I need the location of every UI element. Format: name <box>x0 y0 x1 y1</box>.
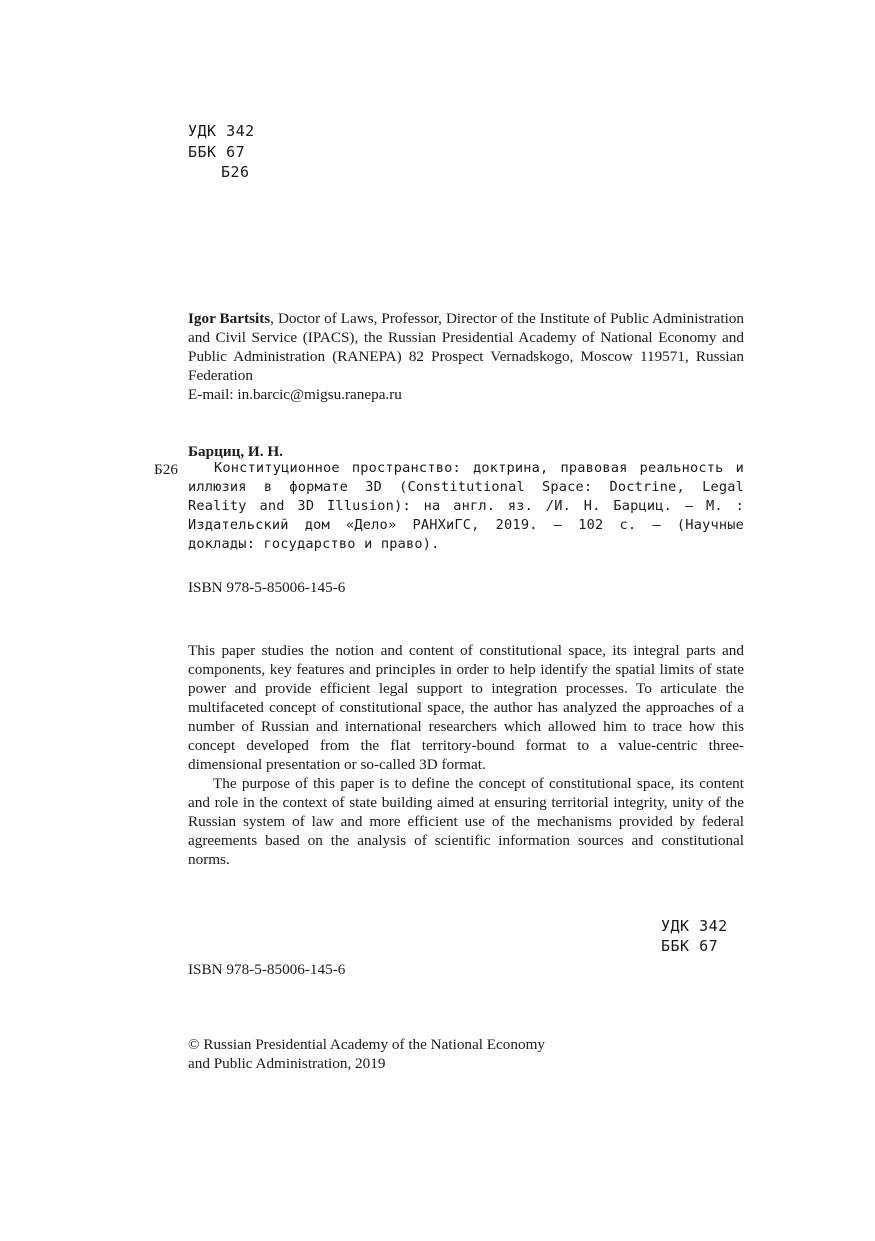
author-email: E-mail: in.barcic@migsu.ranepa.ru <box>188 386 402 403</box>
bbk-code-footer: ББК 67 <box>661 937 719 955</box>
author-credentials: , Doctor of Laws, Professor, Director of the Institute of Public Administration and Civil Service (IPACS), the Russian Presidential Academy of National Economy and Public Administration (RANEPA) 82 Prospect Vernadskogo, Moscow 119571, Russian Federation <box>188 310 744 384</box>
catalog-record-author: Барциц, И. Н. <box>188 443 283 460</box>
catalog-record-code: Б26 <box>154 461 178 478</box>
author-mark: Б26 <box>221 163 250 181</box>
udk-code: УДК 342 <box>188 122 255 140</box>
copyright-line-1: © Russian Presidential Academy of the National Economy <box>188 1036 545 1053</box>
copyright-line-2: and Public Administration, 2019 <box>188 1055 386 1072</box>
abstract-paragraph-1: This paper studies the notion and content of constitutional space, its integral parts and components, key features and principles in order to help identify the spatial limits of state power and provide efficient legal support to integration processes. To articulate the multifaceted concept of constitutional space, the author has analyzed the approaches of a number of Russian and international researchers which allowed him to trace how this concept developed from the flat territory-bound format to a value-centric three-dimensional presentation or so-called 3D format. <box>188 642 744 773</box>
catalog-record-text: Конституционное пространство: доктрина, правовая реальность и иллюзия в формате 3D (Constitutional Space: Doctrine, Legal Reality and 3D Illusion): на англ. яз. /И. Н. Барциц. — М. : Издательский дом «Дело» РАНХиГС, 2019. — 102 с. — (Научные доклады: государство и право). <box>188 460 744 552</box>
bbk-code: ББК 67 <box>188 142 246 161</box>
classification-footer <box>661 916 728 956</box>
abstract-paragraph-2: The purpose of this paper is to define the concept of constitutional space, its content and role in the context of state building aimed at ensuring territorial integrity, unity of the Russian system of law and more efficient use of the mechanisms provided by federal agreements based on the analysis of scientific information sources and constitutional norms. <box>188 775 744 868</box>
catalog-record-description <box>188 459 744 554</box>
author-name: Igor Bartsits <box>188 310 271 327</box>
isbn-top: ISBN 978-5-85006-145-6 <box>188 579 346 596</box>
classification-header <box>188 121 255 183</box>
copyright-notice <box>188 1035 608 1073</box>
isbn-bottom: ISBN 978-5-85006-145-6 <box>188 961 346 978</box>
abstract <box>188 641 744 869</box>
author-info <box>188 309 744 404</box>
udk-code-footer: УДК 342 <box>661 917 728 935</box>
